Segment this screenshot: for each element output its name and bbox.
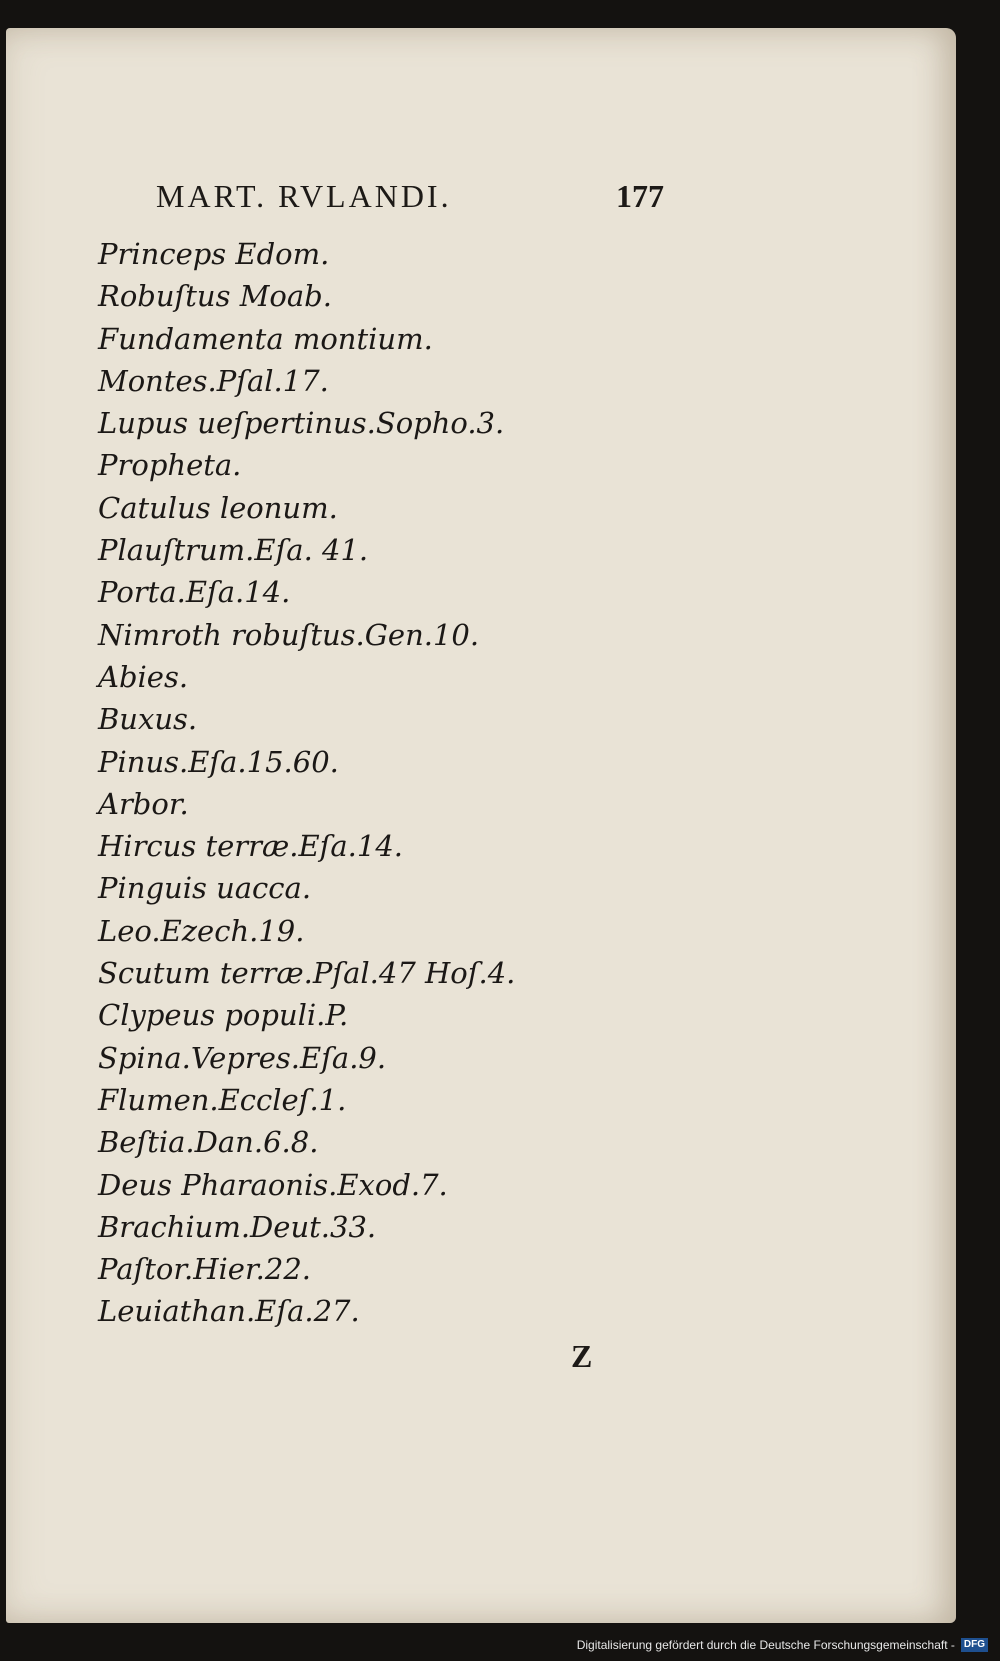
entry-line: Beſtia.Dan.6.8. bbox=[98, 1125, 319, 1160]
entry-line: Leuiathan.Eſa.27. bbox=[98, 1294, 360, 1329]
entry-line: Leo.Ezech.19. bbox=[98, 913, 305, 948]
digitization-credit bbox=[577, 1635, 988, 1655]
entry-line: Princeps Edom. bbox=[98, 237, 330, 271]
page-number: 177 bbox=[616, 178, 664, 214]
entry-line: Flumen.Eccleſ.1. bbox=[98, 1082, 347, 1117]
entry-line: Fundamenta montium. bbox=[98, 321, 433, 356]
entry-line: Plauſtrum.Eſa. 41. bbox=[98, 533, 369, 568]
entry-line: Lupus ueſpertinus.Sopho.3. bbox=[98, 406, 505, 441]
entry-line: Brachium.Deut.33. bbox=[98, 1209, 377, 1244]
entry-line: Abies. bbox=[98, 659, 189, 694]
entry-line: Hircus terræ.Eſa.14. bbox=[98, 829, 403, 864]
entry-line: Clypeus populi.P. bbox=[98, 998, 349, 1033]
catchword: Z bbox=[571, 1338, 593, 1374]
entry-line: Porta.Eſa.14. bbox=[98, 575, 291, 610]
entry-line: Montes.Pſal.17. bbox=[98, 363, 329, 398]
entry-line: Paſtor.Hier.22. bbox=[98, 1252, 311, 1287]
entry-line: Nimroth robuſtus.Gen.10. bbox=[98, 617, 480, 652]
entry-line: Pinus.Eſa.15.60. bbox=[98, 744, 339, 779]
entry-line: Propheta. bbox=[98, 448, 242, 483]
entry-line: Buxus. bbox=[98, 702, 198, 737]
entry-line: Robuſtus Moab. bbox=[98, 279, 332, 314]
entry-list bbox=[98, 233, 515, 1333]
book-page bbox=[6, 28, 956, 1623]
running-title: MART. RVLANDI. bbox=[156, 178, 452, 214]
entry-line: Spina.Vepres.Eſa.9. bbox=[98, 1040, 387, 1075]
entry-line: Catulus leonum. bbox=[98, 490, 338, 525]
entry-line: Pinguis uacca. bbox=[98, 871, 312, 906]
page-header bbox=[156, 178, 676, 218]
credit-text: Digitalisierung gefördert durch die Deutsche Forschungsgemeinschaft - bbox=[576, 1638, 955, 1652]
entry-line: Scutum terræ.Pſal.47 Hoſ.4. bbox=[98, 956, 516, 991]
entry-line: Deus Pharaonis.Exod.7. bbox=[98, 1167, 448, 1202]
dfg-logo-icon: DFG bbox=[961, 1638, 988, 1652]
entry-line: Arbor. bbox=[98, 786, 189, 821]
